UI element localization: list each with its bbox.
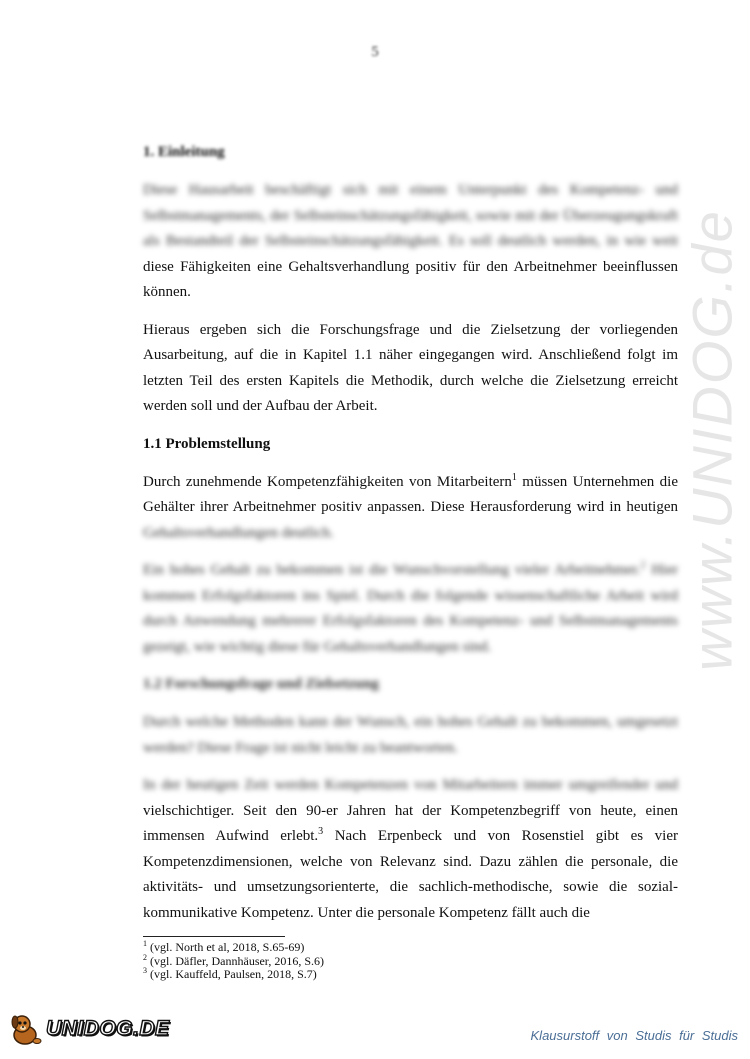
footnote-text: (vgl. Kauffeld, Paulsen, 2018, S.7) — [147, 967, 317, 981]
footnote-text: (vgl. Däfler, Dannhäuser, 2016, S.6) — [147, 953, 324, 968]
problem-paragraph-1 — [143, 470, 678, 547]
page-number: 5 — [371, 44, 379, 60]
research-blurred-text: In der heutigen Zeit werden Kompetenzen von Mitarbeitern immer umgreifender und — [143, 777, 678, 793]
footer-tagline: Klausurstoff von Studis für Studis — [530, 1028, 738, 1043]
research-heading: 1.2 Forschungsfrage und Zielsetzung — [143, 676, 379, 692]
footnote-num: 2 — [143, 952, 147, 962]
watermark: www.UNIDOG.de — [680, 209, 744, 671]
problem-text-a: Durch zunehmende Kompetenzfähigkeiten von Mitarbeitern — [143, 473, 512, 490]
footnote-1 — [143, 941, 324, 955]
footnote-2 — [143, 952, 324, 969]
logo-text: UNIDOG.DE — [46, 1017, 170, 1040]
footnote-ref-3: 3 — [318, 826, 324, 837]
intro-visible-text: diese Fähigkeiten eine Gehaltsverhandlung positiv für den Arbeitnehmer beeinflussen können. — [143, 258, 678, 300]
dog-mascot-icon — [8, 1011, 44, 1047]
problem-text-b: müssen Unternehmen die Gehälter ihrer Arbeitnehmer positiv anpassen. Diese Herausforderung wird in heutigen — [143, 473, 678, 515]
footnote-3 — [143, 968, 324, 982]
footnote-num: 1 — [143, 939, 147, 948]
intro-blurred-text: Diese Hausarbeit beschäftigt sich mit einem Unterpunkt des Kompetenz- und Selbstmanagements, der Selbsteinschätzungsfähigkeit, sowie mit der Überzeugungskraft als Bestandteil der Selbsteinschätzungsfähigkeit. Es soll deutlich werden, in wie weit — [143, 182, 678, 249]
footnote-num: 3 — [143, 966, 147, 975]
document-body — [143, 140, 678, 938]
problem-p2-text-b: Hier kommen Erfolgsfaktoren ins Spiel. Durch die folgende wissenschaftliche Arbeit wird durch Anwendung mehrerer Erfolgsfaktoren des Kompetenz- und Selbstmanagements gezeigt, wie wichtig diese für Gehaltsverhandlungen sind. — [143, 562, 678, 655]
footnote-divider — [143, 936, 285, 937]
footnote-text: (vgl. North et al, 2018, S.65-69) — [147, 940, 305, 954]
footnotes — [143, 941, 324, 982]
problem-heading: 1.1 Problemstellung — [143, 435, 271, 452]
research-text-a: vielschichtiger. Seit den 90-er Jahren hat der Kompetenzbegriff von heute, einen immensen Aufwind erlebt. — [143, 802, 678, 844]
footnote-ref-1: 1 — [511, 471, 517, 483]
problem-p2-text-a: Ein hohes Gehalt zu bekommen ist die Wunschvorstellung vieler Arbeitnehmer. — [143, 562, 641, 578]
intro-heading: 1. Einleitung — [143, 144, 225, 160]
problem-paragraph-2 — [143, 558, 678, 660]
intro-paragraph-2: Hieraus ergeben sich die Forschungsfrage und die Zielsetzung der vorliegenden Ausarbeitung, auf die in Kapitel 1.1 näher eingegangen wird. Anschließend folgt im letzten Teil des ersten Kapitels die Methodik, durch welche die Zielsetzung erreicht werden soll und der Aufbau der Arbeit. — [143, 321, 678, 414]
intro-paragraph — [143, 178, 678, 306]
research-paragraph-1: Durch welche Methoden kann der Wunsch, ein hohes Gehalt zu bekommen, umgesetzt werden? Diese Frage ist nicht leicht zu beantworten. — [143, 714, 678, 756]
research-text-b: Nach Erpenbeck und von Rosenstiel gibt es vier Kompetenzdimensionen, welche von Relevanz sind. Dazu zählen die personale, die aktivitäts- und umsetzungsorienterte, die sachlich-methodische, sowie die sozial-kommunikative Kompetenz. Unter die personale Kompetenz fällt auch die — [143, 828, 678, 921]
unidog-logo[interactable] — [8, 1010, 170, 1048]
footnote-ref-2: 2 — [640, 560, 646, 571]
problem-blurred-text: Gehaltsverhandlungen deutlich. — [143, 524, 334, 541]
research-paragraph-2 — [143, 773, 678, 926]
